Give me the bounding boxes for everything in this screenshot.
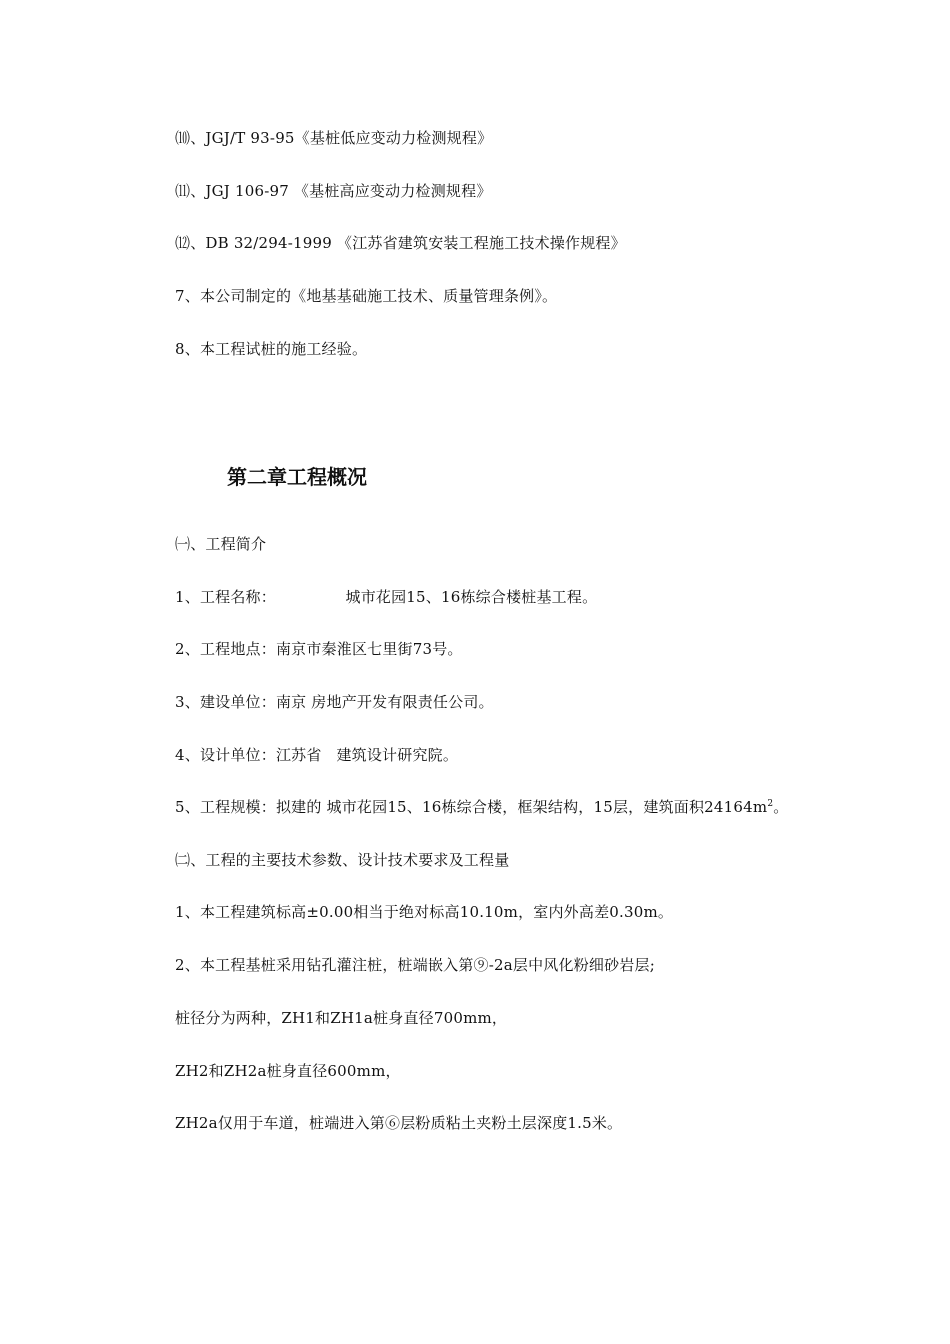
tech-param-1: 1、本工程建筑标高±0.00相当于绝对标高10.10m，室内外高差0.30m。 xyxy=(175,903,674,921)
pile-note: ZH2a仅用于车道，桩端进入第⑥层粉质粘土夹粉土层深度1.5米。 xyxy=(175,1114,623,1132)
basis-item-8: 8、本工程试桩的施工经验。 xyxy=(175,340,368,358)
standard-item-11: ⑾、JGJ 106-97 《基桩高应变动力检测规程》 xyxy=(175,182,492,200)
chapter-title: 第二章工程概况 xyxy=(227,465,367,489)
pile-diameter-1: 桩径分为两种，ZH1和ZH1a桩身直径700mm， xyxy=(175,1009,508,1027)
tech-param-2: 2、本工程基桩采用钻孔灌注桩，桩端嵌入第⑨-2a层中风化粉细砂岩层; xyxy=(175,956,655,974)
section2-title: ㈡、工程的主要技术参数、设计技术要求及工程量 xyxy=(175,851,510,869)
project-scale xyxy=(175,797,788,817)
project-location: 2、工程地点：南京市秦淮区七里街73号。 xyxy=(175,640,463,658)
project-scale-end: 。 xyxy=(773,798,789,816)
standard-item-10: ⑽、JGJ/T 93-95《基桩低应变动力检测规程》 xyxy=(175,129,493,147)
section1-title: ㈠、工程简介 xyxy=(175,535,267,553)
standard-item-12: ⑿、DB 32/294-1999 《江苏省建筑安装工程施工技术操作规程》 xyxy=(175,234,626,252)
construction-unit: 3、建设单位：南京 房地产开发有限责任公司。 xyxy=(175,693,494,711)
project-scale-text: 5、工程规模：拟建的 城市花园15、16栋综合楼，框架结构，15层，建筑面积24164m xyxy=(175,798,768,816)
basis-item-7: 7、本公司制定的《地基基础施工技术、质量管理条例》。 xyxy=(175,287,558,305)
design-unit: 4、设计单位：江苏省 建筑设计研究院。 xyxy=(175,746,459,764)
project-name: 1、工程名称： 城市花园15、16栋综合楼桩基工程。 xyxy=(175,588,598,606)
pile-diameter-2: ZH2和ZH2a桩身直径600mm， xyxy=(175,1062,401,1080)
area-unit-superscript: 2 xyxy=(767,799,774,809)
